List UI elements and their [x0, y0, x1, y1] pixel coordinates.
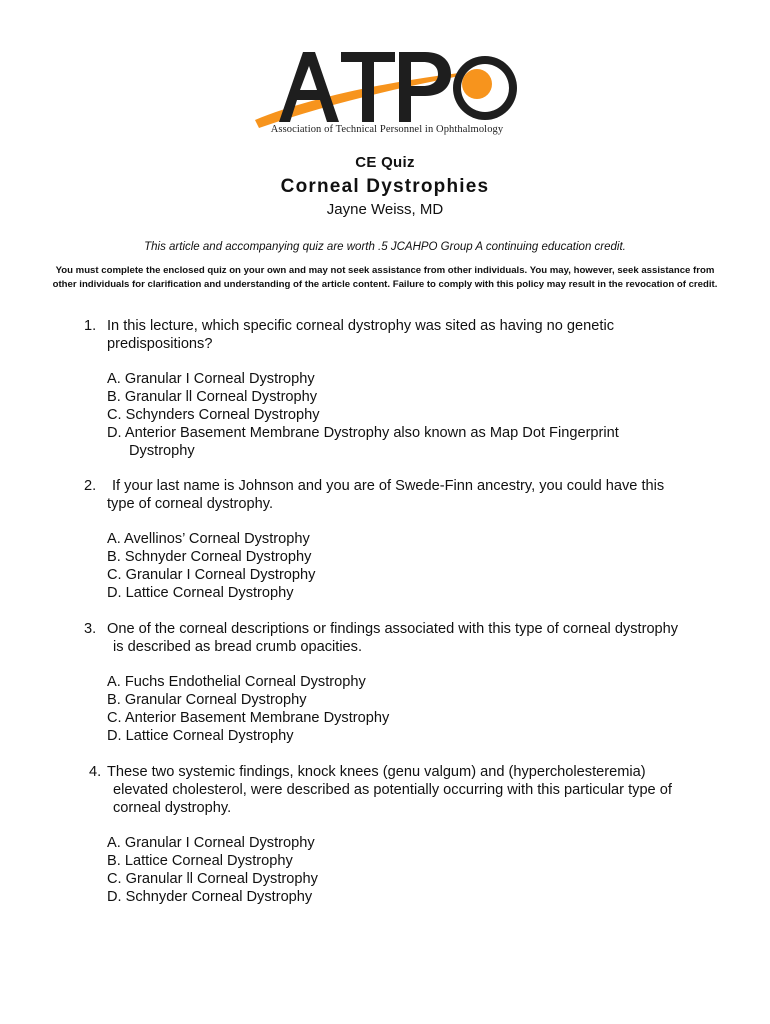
option: C. Anterior Basement Membrane Dystrophy: [107, 710, 390, 726]
option: D. Schnyder Corneal Dystrophy: [107, 889, 313, 905]
option: A. Granular I Corneal Dystrophy: [107, 371, 315, 387]
question-number: 2.: [84, 478, 97, 494]
quiz-label: CE Quiz: [355, 154, 415, 171]
policy-line: other individuals for clarification and understanding of the article content. Failure to comply with this policy may result in the revocation of credit.: [52, 279, 718, 290]
option: A. Avellinos’ Corneal Dystrophy: [107, 531, 310, 547]
question-text: type of corneal dystrophy.: [107, 496, 274, 512]
option: B. Lattice Corneal Dystrophy: [107, 853, 293, 869]
option: A. Granular I Corneal Dystrophy: [107, 835, 315, 851]
question-2: [84, 477, 664, 513]
question-text: predispositions?: [107, 336, 213, 352]
option: C. Granular ll Corneal Dystrophy: [107, 871, 318, 887]
option-continued: Dystrophy: [129, 443, 195, 459]
option: A. Fuchs Endothelial Corneal Dystrophy: [107, 674, 366, 690]
policy-line: You must complete the enclosed quiz on your own and may not seek assistance from other individuals. You may, however, seek assistance from: [55, 265, 715, 276]
question-number: 1.: [84, 318, 97, 334]
option: D. Anterior Basement Membrane Dystrophy also known as Map Dot Fingerprint: [107, 425, 619, 441]
question-4: [89, 763, 672, 817]
option: B. Granular ll Corneal Dystrophy: [107, 389, 318, 405]
option: C. Schynders Corneal Dystrophy: [107, 407, 320, 423]
question-number: 3.: [84, 621, 97, 637]
question-number: 4.: [89, 764, 102, 780]
question-text: If your last name is Johnson and you are of Swede-Finn ancestry, you could have this: [112, 478, 665, 494]
options-1: [107, 370, 619, 460]
options-3: [107, 673, 389, 745]
question-text: In this lecture, which specific corneal dystrophy was sited as having no genetic: [107, 318, 614, 334]
option: B. Schnyder Corneal Dystrophy: [107, 549, 312, 565]
option: C. Granular I Corneal Dystrophy: [107, 567, 316, 583]
question-text: These two systemic findings, knock knees (genu valgum) and (hypercholesteremia): [107, 764, 646, 780]
credit-note: This article and accompanying quiz are worth .5 JCAHPO Group A continuing education credit.: [144, 241, 626, 253]
question-text: One of the corneal descriptions or findings associated with this type of corneal dystrophy: [107, 621, 679, 637]
question-text: elevated cholesterol, were described as potentially occurring with this particular type of: [113, 782, 672, 798]
options-4: [107, 834, 318, 906]
options-2: [107, 530, 315, 602]
author: Jayne Weiss, MD: [326, 201, 444, 218]
option: B. Granular Corneal Dystrophy: [107, 692, 307, 708]
question-1: [84, 317, 614, 353]
logo-letter-p: [399, 52, 451, 122]
question-3: [84, 620, 678, 656]
question-text: is described as bread crumb opacities.: [113, 639, 363, 655]
option: D. Lattice Corneal Dystrophy: [107, 728, 294, 744]
policy-notice: [40, 264, 730, 292]
logo-subtitle: Association of Technical Personnel in Ophthalmology: [270, 124, 504, 135]
page-title: Corneal Dystrophies: [280, 176, 490, 197]
option: D. Lattice Corneal Dystrophy: [107, 585, 294, 601]
question-text: corneal dystrophy.: [113, 800, 232, 816]
